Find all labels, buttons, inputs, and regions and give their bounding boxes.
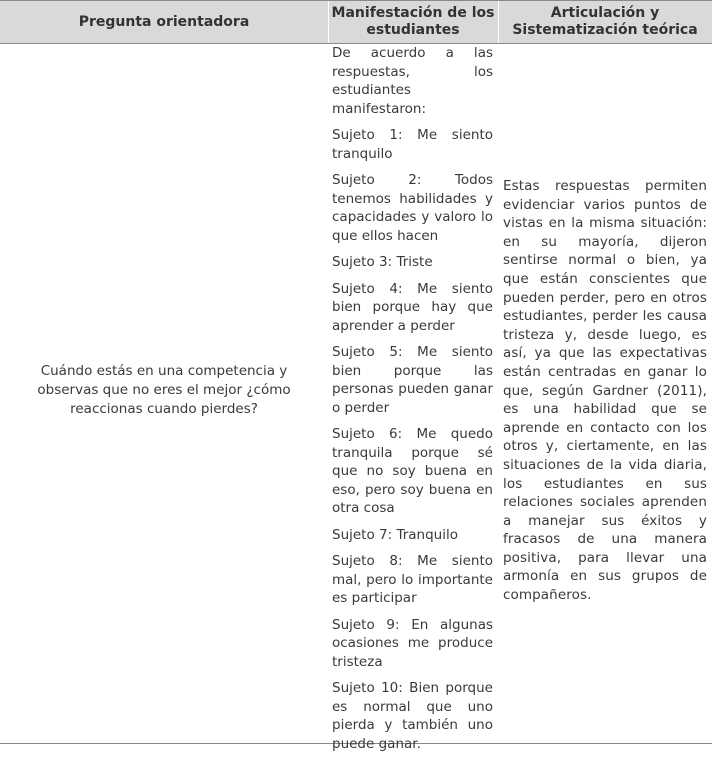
header-manifestacion: Manifestación de los estudiantes bbox=[331, 5, 495, 38]
header-articulacion: Articulación y Sistematización teórica bbox=[512, 5, 698, 38]
response-item: Sujeto 10: Bien porque es normal que uno pierda y también uno puede ganar. bbox=[332, 680, 493, 752]
response-item: Sujeto 9: En algunas ocasiones me produce tristeza bbox=[332, 616, 493, 670]
header-pregunta-orientadora: Pregunta orientadora bbox=[78, 13, 250, 30]
responses-intro: De acuerdo a las respuestas, los estudiantes manifestaron: bbox=[332, 45, 493, 117]
response-item: Sujeto 1: Me siento tranquilo bbox=[332, 127, 493, 162]
response-item: Sujeto 3: Triste bbox=[332, 254, 433, 270]
response-item: Sujeto 5: Me siento bien porque las personas pueden ganar o perder bbox=[332, 344, 493, 416]
response-item: Sujeto 4: Me siento bien porque hay que aprender a perder bbox=[332, 280, 493, 334]
response-item: Sujeto 2: Todos tenemos habilidades y capacidades y valoro lo que ellos hacen bbox=[332, 172, 493, 244]
response-item: Sujeto 6: Me quedo tranquila porque sé que no soy buena en eso, pero soy buena en otra cosa bbox=[332, 426, 493, 516]
guiding-question: Cuándo estás en una competencia y observas que no eres el mejor ¿cómo reaccionas cuando pierdes? bbox=[37, 363, 291, 417]
table-row bbox=[0, 44, 712, 752]
response-item: Sujeto 8: Me siento mal, pero lo importante es participar bbox=[332, 553, 493, 606]
response-item: Sujeto 7: Tranquilo bbox=[332, 526, 458, 543]
student-responses bbox=[332, 44, 493, 761]
theoretical-analysis: Estas respuestas permiten evidenciar varios puntos de vistas en la misma situación: en su mayoría, dijeron sentirse normal o bien, ya que están conscientes que pueden perder, pero en otros estudiantes, perder les causa tristeza y, desde luego, es así, ya que las expectativas están centradas en ganar lo que, según Gardner (2011), es una habilidad que se aprende en contacto con los otros y, ciertamente, en las situaciones de la vida diaria, los estudiantes en sus relaciones sociales aprenden a manejar sus éxitos y fracasos de una manera positiva, para llevar una armonía en sus grupos de compañeros. bbox=[503, 178, 707, 604]
table-header bbox=[0, 1, 712, 44]
